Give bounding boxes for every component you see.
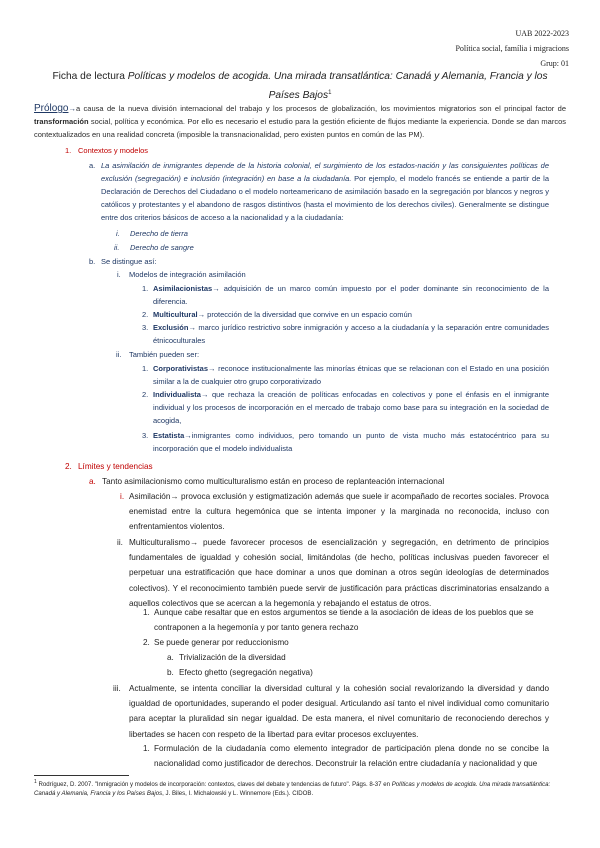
- type-2-text: → que rechaza la creación de políticas enfocadas en colectivos y pone el énfasis en el inmigrante individual y los procesos de incorporación en el mercado de trabajo como base para su integración en la sociedad de acogida,: [153, 390, 549, 425]
- s2-ii-marker: ii.: [117, 538, 123, 547]
- s2-i-paragraph: [129, 489, 549, 535]
- prologue: [34, 103, 566, 142]
- s2-ii-1-number: 1.: [143, 608, 150, 617]
- type-3-text: →inmigrantes como individuos, pero tomando un punto de vista mucho más estatocéntrico para su incorporación que el modelo individualista: [153, 431, 549, 453]
- type-1-number: 1.: [142, 364, 149, 373]
- footnote: [34, 778, 564, 798]
- type-1-text: → reconoce institucionalmente las minorías étnicas que se relacionan con el Estado en una posición similar a la de cualquier otro grupo corporativizado: [153, 364, 549, 386]
- s2-ii-2-number: 2.: [143, 638, 150, 647]
- s1-a-text: Por ejemplo, el modelo francés se entiende a partir de la Declaración de Derechos del Ciudadano o el modelo norteamericano de asimilación basado en la segregación por blancos y negros y católicos y protestantes y el abandono de rasgos distintivos (hasta el movimiento de los derechos civiles). Generalmente se distingue entre dos criterios básicos de acceso a la nacionalidad y a la ciudadanía:: [101, 173, 549, 222]
- s2-ii-2a-marker: a.: [167, 653, 174, 662]
- s2-a-marker: a.: [89, 477, 96, 486]
- type-3-number: 3.: [142, 431, 149, 440]
- s2-ii-paragraph: [129, 535, 549, 611]
- type-3: [153, 430, 549, 456]
- s1-b-i-text: Modelos de integración asimilación: [129, 270, 246, 279]
- header-university: UAB 2022-2023: [515, 29, 569, 38]
- model-3-bold: Exclusión: [153, 323, 189, 332]
- s1-b-ii-text: También pueden ser:: [129, 350, 200, 359]
- type-2-bold: Individualista: [153, 390, 201, 399]
- model-3: [153, 322, 549, 348]
- s1-b-text: Se distingue así:: [101, 257, 157, 266]
- s2-ii-2-text: Se puede generar por reduccionismo: [154, 638, 289, 647]
- s2-ii-2b-text: Efecto ghetto (segregación negativa): [179, 668, 313, 677]
- prologue-bold: transformación: [34, 116, 89, 126]
- s1-a-i-text: Derecho de tierra: [130, 229, 188, 238]
- footnote-separator: [34, 775, 129, 776]
- s2-iii-paragraph: [129, 681, 549, 742]
- s2-iii-marker: iii.: [113, 684, 121, 693]
- s1-a-paragraph: [101, 160, 549, 225]
- s2-iii-1-paragraph: [154, 741, 549, 771]
- s2-i-marker: i.: [120, 492, 125, 501]
- type-1: [153, 363, 549, 389]
- model-1-bold: Asimilacionistas: [153, 284, 213, 293]
- s2-a-text: Tanto asimilacionismo como multiculturalismo están en proceso de replanteación internacional: [102, 477, 445, 486]
- title-prefix: Ficha de lectura: [52, 71, 128, 82]
- model-3-text: → marco jurídico restrictivo sobre inmigración y acceso a la ciudadanía y la separación entre comunidades étnicoculturales: [153, 323, 549, 345]
- s2-ii-2a-text: Trivialización de la diversidad: [179, 653, 286, 662]
- s2-iii-1-number: 1.: [143, 744, 150, 753]
- footnote-italic: Políticas y modelos de acogida. Una mirada transatlántica: Canadá y Alemania, Francia y los Países Bajos: [34, 781, 551, 797]
- footnote-rest: , J. Biles, I. Michalowski y L. Winnemore (Eds.). CIDOB.: [162, 789, 314, 797]
- type-1-bold: Corporativistas: [153, 364, 209, 373]
- model-1: [153, 283, 549, 309]
- footnote-ref: 1: [328, 90, 332, 96]
- model-1-text: → adquisición de un marco común impuesto por el poder dominante sin reconocimiento de la diferencia.: [153, 284, 549, 306]
- model-3-number: 3.: [142, 323, 149, 332]
- prologue-text-2: social, política y económica. Por ello es necesario el estudio para la gestión eficiente de flujos mediante la experiencia. Donde se dan marcos contextualizados en una realidad concreta (imposible la transnacionalidad, pero existen puntos en común de las PM).: [34, 116, 566, 139]
- s2-ii-1-text: Aunque cabe resaltar que en estos argumentos se tiende a la asociación de ideas de los pueblos que se contraponen a la hegemonía y por tanto genera rechazo: [154, 608, 534, 633]
- section-2-heading: Límites y tendencias: [78, 462, 153, 471]
- s1-a-ii-text: Derecho de sangre: [130, 243, 194, 252]
- s1-a-italic: La asimilación de inmigrantes depende de la historia colonial, el surgimiento de los estados-nación y las consiguientes políticas de exclusión (segregación) e inclusión (integración) en base a la ciudadanía.: [101, 161, 549, 183]
- footnote-number: 1: [34, 779, 37, 785]
- s1-a-ii-marker: ii.: [114, 243, 120, 252]
- title-italic: Políticas y modelos de acogida. Una mirada transatlántica: Canadá y Alemania, Francia y los Países Bajos: [127, 71, 548, 101]
- type-3-bold: Estatista: [153, 431, 185, 440]
- model-2: [153, 309, 549, 322]
- section-2-number: 2.: [65, 462, 72, 471]
- s2-ii-2b-marker: b.: [167, 668, 174, 677]
- model-2-bold: Multicultural: [153, 310, 198, 319]
- s2-iii-1-text: Formulación de la ciudadanía como elemento integrador de participación plena donde no se concibe la nacionalidad como justificador de derechos. Deconstruir la relación entre ciudadanía y nacionalidad y que: [154, 744, 549, 769]
- arrow-icon: →: [68, 104, 76, 113]
- s1-a-i-marker: i.: [116, 229, 120, 238]
- s1-a-marker: a.: [89, 161, 96, 170]
- s1-b-marker: b.: [89, 257, 96, 266]
- s1-b-ii-marker: ii.: [116, 350, 122, 359]
- section-1-heading: Contextos y modelos: [78, 146, 149, 155]
- model-2-number: 2.: [142, 310, 149, 319]
- s2-ii-text: Multiculturalismo→ puede favorecer procesos de esencialización y segregación, en detrimento de principios fundamentales de igualdad y cohesión social, limitándolas (de hecho, políticas inclusivas pueden favorecer el perpetuar una estratificación que hace dominar a unos que dominan a otros según ideologías de determinados colectivos). Y el reconocimiento también puede servir de justificación para prácticas discriminatorias ensalzando a aquellos colectivos que se acercan a la hegemonía y rebajando el estatus de otros.: [129, 538, 549, 608]
- section-1-number: 1.: [65, 146, 72, 155]
- model-1-number: 1.: [142, 284, 149, 293]
- prologue-text-1: a causa de la nueva división internacional del trabajo y los procesos de globalización, los movimientos migratorios son el principal factor de: [75, 104, 566, 113]
- s2-iii-text: Actualmente, se intenta conciliar la diversidad cultural y la cohesión social revalorizando la diversidad y dando igualdad de oportunidades, superando el poder desigual. Articulando así tanto el nivel individual como comunitario para aceptar la pluralidad sin negar igualdad. De esta manera, el nivel comunitario de reconociendo derechos y libertades se hacen con respeto de la libertad para evitar procesos excluyentes.: [129, 684, 549, 739]
- model-2-text: → protección de la diversidad que convive en un espacio común: [197, 310, 412, 319]
- s2-i-text: Asimilación→ provoca exclusión y estigmatización además que suele ir acompañado de recortes sociales. Provoca enemistad entre la cultura hegemónica que se intenta imponer y la marginada no reconocida, incluso con enfrentamientos violentos.: [129, 492, 549, 532]
- footnote-author: Rodríguez, D. 2007. "Inmigración y modelos de incorporación: contextos, claves del debate y tendencias de futuro". Págs. 8-37 en: [36, 781, 392, 789]
- type-2-number: 2.: [142, 390, 149, 399]
- prologue-label: Prólogo: [34, 103, 69, 114]
- header-course: Política social, família i migracions: [455, 44, 569, 53]
- page-title: [40, 67, 560, 105]
- s2-ii-1-paragraph: [154, 605, 549, 635]
- type-2: [153, 389, 549, 428]
- s1-b-i-marker: i.: [117, 270, 121, 279]
- header-group: Grup: 01: [540, 59, 569, 68]
